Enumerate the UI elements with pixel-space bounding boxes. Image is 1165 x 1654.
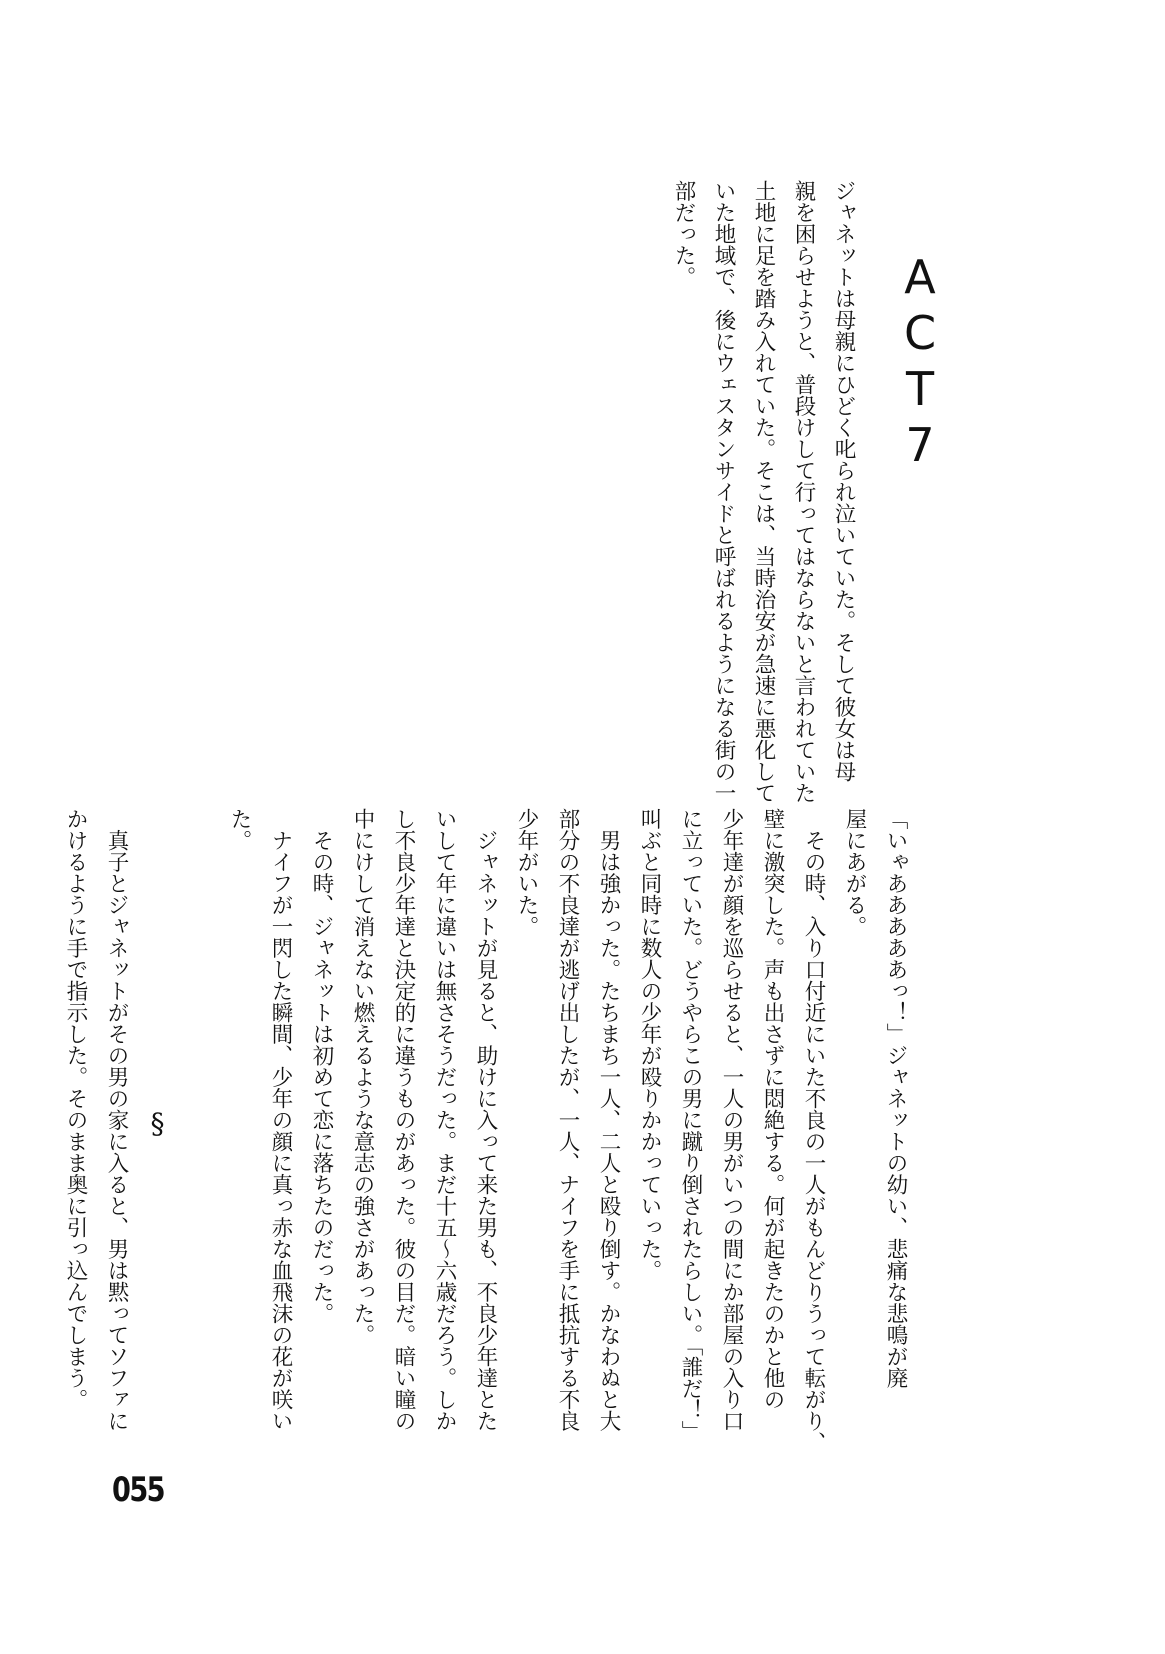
- bottom-text-block: [55, 808, 957, 1453]
- top-text-block: [143, 180, 863, 810]
- text-line: 少年達が顔を巡らせると、一人の男がいつの間にか部屋の入り口: [719, 808, 744, 1432]
- text-line: に立っていた。どうやらこの男に蹴り倒されたらしい。「誰だ！」: [678, 808, 703, 1443]
- omitted-line: [223, 180, 263, 810]
- omitted-line: [583, 180, 623, 810]
- text-line: し不良少年達と決定的に違うものがあった。彼の目だ。暗い瞳の: [391, 808, 416, 1432]
- text-line: 屋にあがる。: [842, 808, 867, 937]
- text-line: ジャネットは母親にひどく叱られ泣いていた。そして彼女は母: [831, 180, 856, 782]
- text-line: ナイフが一閃した瞬間、少年の顔に真っ赤な血飛沫の花が咲い: [268, 808, 293, 1432]
- text-line: いた地域で、後にウェスタンサイドと呼ばれるようになる街の一: [711, 180, 736, 804]
- blank-line: [178, 808, 219, 1438]
- omitted-line: [263, 180, 303, 810]
- text-line: 叫ぶと同時に数人の少年が殴りかかっていった。: [637, 808, 662, 1281]
- text-line: 土地に足を踏み入れていた。そこは、当時治安が急速に悪化して: [751, 180, 776, 804]
- text-line: 壁に激突した。声も出さずに悶絶する。何が起きたのかと他の: [760, 808, 785, 1410]
- text-line: 部分の不良達が逃げ出したが、一人、ナイフを手に抵抗する不良: [555, 808, 580, 1432]
- omitted-line: [543, 180, 583, 810]
- omitted-line: [503, 180, 543, 810]
- omitted-line: [623, 180, 663, 810]
- omitted-line: [143, 180, 183, 810]
- text-line: その時、ジャネットは初めて恋に落ちたのだった。: [309, 808, 334, 1324]
- omitted-line: [916, 808, 957, 1438]
- text-line: その時、入り口付近にいた不良の一人がもんどりうって転がり、: [801, 808, 826, 1453]
- text-line: 親を困らせようと、普段けして行ってはならないと言われていた: [791, 180, 816, 804]
- omitted-line: [463, 180, 503, 810]
- section-mark: §: [141, 1106, 174, 1140]
- text-line: ジャネットが見ると、助けに入って来た男も、不良少年達とた: [473, 808, 498, 1432]
- text-line: 部だった。: [671, 180, 696, 288]
- text-line: 中にけして消えない燃えるような意志の強さがあった。: [350, 808, 375, 1346]
- page-number: 055: [112, 1470, 164, 1510]
- omitted-line: [303, 180, 343, 810]
- chapter-title: ACT7: [893, 250, 947, 474]
- text-line: 「いゃあああああっ！」ジャネットの幼い、悲痛な悲鳴が廃: [883, 808, 908, 1389]
- text-line: 真子とジャネットがその男の家に入ると、男は黙ってソファに: [104, 808, 129, 1432]
- text-line: 少年がいた。: [514, 808, 539, 937]
- omitted-line: [343, 180, 383, 810]
- text-line: 男は強かった。たちまち一人、二人と殴り倒す。かなわぬと大: [596, 808, 621, 1432]
- omitted-line: [183, 180, 223, 810]
- text-line: た。: [227, 808, 252, 851]
- omitted-line: [423, 180, 463, 810]
- omitted-line: [383, 180, 423, 810]
- text-line: いして年に違いは無さそうだった。まだ十五〜六歳だろう。しか: [432, 808, 457, 1432]
- text-line: かけるように手で指示した。そのまま奥に引っ込んでしまう。: [63, 808, 88, 1410]
